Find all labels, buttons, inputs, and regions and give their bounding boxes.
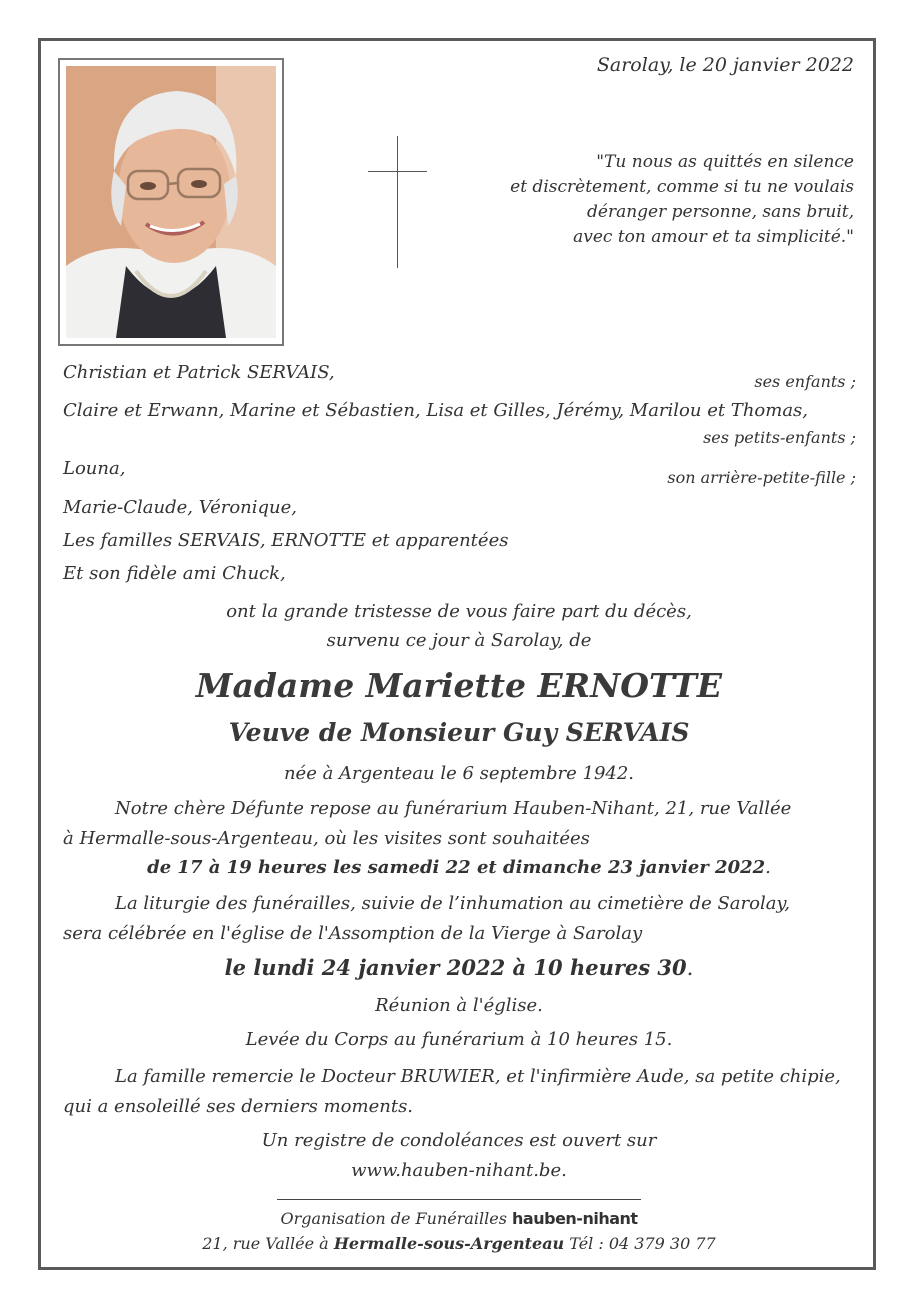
quote-line: "Tu nous as quittés en silence	[596, 152, 854, 172]
family-other: Marie-Claude, Véronique,	[63, 497, 298, 518]
announcement-line: ont la grande tristesse de vous faire part du décès,	[226, 601, 692, 622]
detail-line: à Hermalle-sous-Argenteau, où les visites sont souhaitées	[63, 828, 590, 849]
footer-divider	[277, 1199, 641, 1200]
portrait-frame	[58, 58, 284, 346]
registry-line: Un registre de condoléances est ouvert sur	[261, 1130, 657, 1151]
header-date: Sarolay, le 20 janvier 2022	[596, 54, 854, 76]
family-children: Christian et Patrick SERVAIS,	[63, 362, 335, 383]
reunion-line: Réunion à l'église.	[375, 995, 543, 1016]
thanks-line: La famille remercie le Docteur BRUWIER, et l'infirmière Aude, sa petite chipie,	[115, 1066, 841, 1087]
levee-line: Levée du Corps au funérarium à 10 heures 15.	[245, 1029, 673, 1050]
announcement-line: survenu ce jour à Sarolay, de	[326, 630, 592, 651]
portrait-photo	[66, 66, 276, 338]
footer-address-town: Hermalle-sous-Argenteau	[333, 1234, 565, 1253]
quote-line: et discrètement, comme si tu ne voulais	[510, 177, 854, 197]
family-grandchildren: Claire et Erwann, Marine et Sébastien, Lisa et Gilles, Jérémy, Marilou et Thomas,	[63, 400, 809, 421]
portrait-illustration	[66, 66, 276, 338]
visit-hours: de 17 à 19 heures les samedi 22 et dimanche 23 janvier 2022.	[147, 857, 771, 878]
cross-horizontal	[368, 171, 427, 172]
funeral-date-text: le lundi 24 janvier 2022 à 10 heures 30	[224, 955, 687, 980]
quote-line: avec ton amour et ta simplicité."	[573, 227, 854, 247]
visit-hours-text: de 17 à 19 heures les samedi 22 et dimanche 23 janvier 2022	[147, 857, 766, 878]
cross-vertical	[397, 136, 398, 268]
brand-logo-text: hauben-nihant	[512, 1209, 638, 1228]
detail-line: sera célébrée en l'église de l'Assomption de la Vierge à Sarolay	[63, 923, 643, 944]
registry-url[interactable]: www.hauben-nihant.be.	[351, 1160, 567, 1181]
thanks-line: qui a ensoleillé ses derniers moments.	[63, 1096, 414, 1117]
funeral-date: le lundi 24 janvier 2022 à 10 heures 30.	[224, 955, 694, 980]
quote-line: déranger personne, sans bruit,	[587, 202, 854, 222]
birth-line: née à Argenteau le 6 septembre 1942.	[283, 763, 635, 784]
detail-line: Notre chère Défunte repose au funérarium Hauben-Nihant, 21, rue Vallée	[115, 798, 792, 819]
footer-address	[0, 1234, 918, 1253]
footer-org-text: Organisation de Funérailles	[280, 1209, 507, 1228]
footer-address-pre: 21, rue Vallée à	[202, 1234, 329, 1253]
footer-phone: Tél : 04 379 30 77	[569, 1234, 716, 1253]
relation-great-grandchild: son arrière-petite-fille ;	[667, 468, 856, 487]
relation-grandchildren: ses petits-enfants ;	[703, 428, 856, 447]
relation-children: ses enfants ;	[754, 372, 856, 391]
widow-line: Veuve de Monsieur Guy SERVAIS	[228, 718, 690, 747]
deceased-name: Madame Mariette ERNOTTE	[195, 666, 723, 705]
footer-organisation	[0, 1209, 918, 1228]
detail-line: La liturgie des funérailles, suivie de l’inhumation au cimetière de Sarolay,	[115, 893, 790, 914]
family-other: Et son fidèle ami Chuck,	[63, 563, 286, 584]
family-other: Les familles SERVAIS, ERNOTTE et apparentées	[63, 530, 509, 551]
family-great-grandchild: Louna,	[63, 458, 126, 479]
quote-block	[510, 150, 854, 250]
